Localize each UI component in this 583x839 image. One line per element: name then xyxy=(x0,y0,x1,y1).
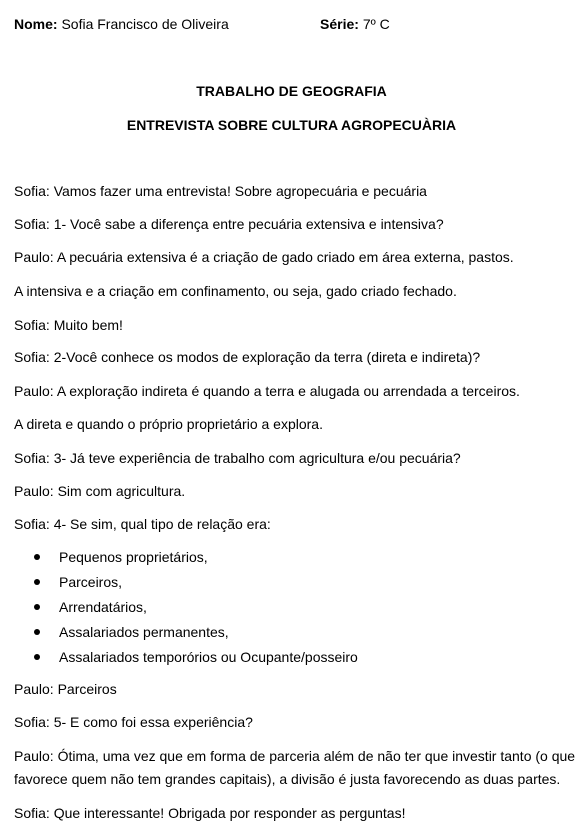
interview-line: Sofia: 5- E como foi essa experiência? xyxy=(14,714,253,730)
interview-line: A direta e quando o próprio proprietário a explora. xyxy=(14,416,323,432)
grade-label: Série: xyxy=(320,16,359,32)
interview-line: Sofia: Que interessante! Obrigada por responder as perguntas! xyxy=(14,805,406,821)
list-item xyxy=(34,549,208,566)
grade-row xyxy=(320,16,390,33)
interview-line: Sofia: 3- Já teve experiência de trabalho com agricultura e/ou pecuária? xyxy=(14,450,461,466)
list-item-label: Assalariados permanentes, xyxy=(59,624,229,640)
list-item-label: Pequenos proprietários, xyxy=(59,549,208,565)
name-value: Sofia Francisco de Oliveira xyxy=(61,16,229,32)
interview-line: Paulo: Sim com agricultura. xyxy=(14,483,186,499)
interview-line: Sofia: Muito bem! xyxy=(14,317,123,333)
list-item xyxy=(34,599,147,616)
interview-line: Paulo: A pecuária extensiva é a criação de gado criado em área externa, pastos. xyxy=(14,249,514,265)
interview-line: Sofia: Vamos fazer uma entrevista! Sobre agropecuária e pecuária xyxy=(14,183,427,199)
name-label: Nome: xyxy=(14,16,58,32)
document-title: TRABALHO DE GEOGRAFIA xyxy=(196,83,387,99)
bullet-icon xyxy=(34,579,40,585)
interview-line: Sofia: 4- Se sim, qual tipo de relação era: xyxy=(14,516,271,532)
document-subtitle: ENTREVISTA SOBRE CULTURA AGROPECUÀRIA xyxy=(126,117,457,133)
interview-line: Paulo: A exploração indireta é quando a terra e alugada ou arrendada a terceiros. xyxy=(14,383,520,399)
bullet-icon xyxy=(34,554,40,560)
bullet-icon xyxy=(34,654,40,660)
list-item-label: Arrendatários, xyxy=(59,599,147,615)
list-item xyxy=(34,624,229,641)
student-name-row xyxy=(14,16,229,33)
list-item-label: Assalariados temporórios ou Ocupante/posseiro xyxy=(59,649,358,665)
interview-line: Sofia: 1- Você sabe a diferença entre pecuária extensiva e intensiva? xyxy=(14,216,444,232)
list-item xyxy=(34,574,122,591)
interview-line: Paulo: Parceiros xyxy=(14,681,117,697)
list-item-label: Parceiros, xyxy=(59,574,123,590)
list-item xyxy=(34,649,358,666)
bullet-icon xyxy=(34,604,40,610)
interview-line: A intensiva e a criação em confinamento, ou seja, gado criado fechado. xyxy=(14,283,457,299)
interview-line: Sofia: 2-Você conhece os modos de exploração da terra (direta e indireta)? xyxy=(14,349,481,365)
grade-value: 7º C xyxy=(362,16,390,32)
interview-line: favorece quem não tem grandes capitais), a divisão é justa favorecendo as duas partes. xyxy=(14,771,561,787)
bullet-icon xyxy=(34,629,40,635)
interview-line: Paulo: Ótima, uma vez que em forma de parceria além de não ter que investir tanto (o que xyxy=(14,748,576,764)
